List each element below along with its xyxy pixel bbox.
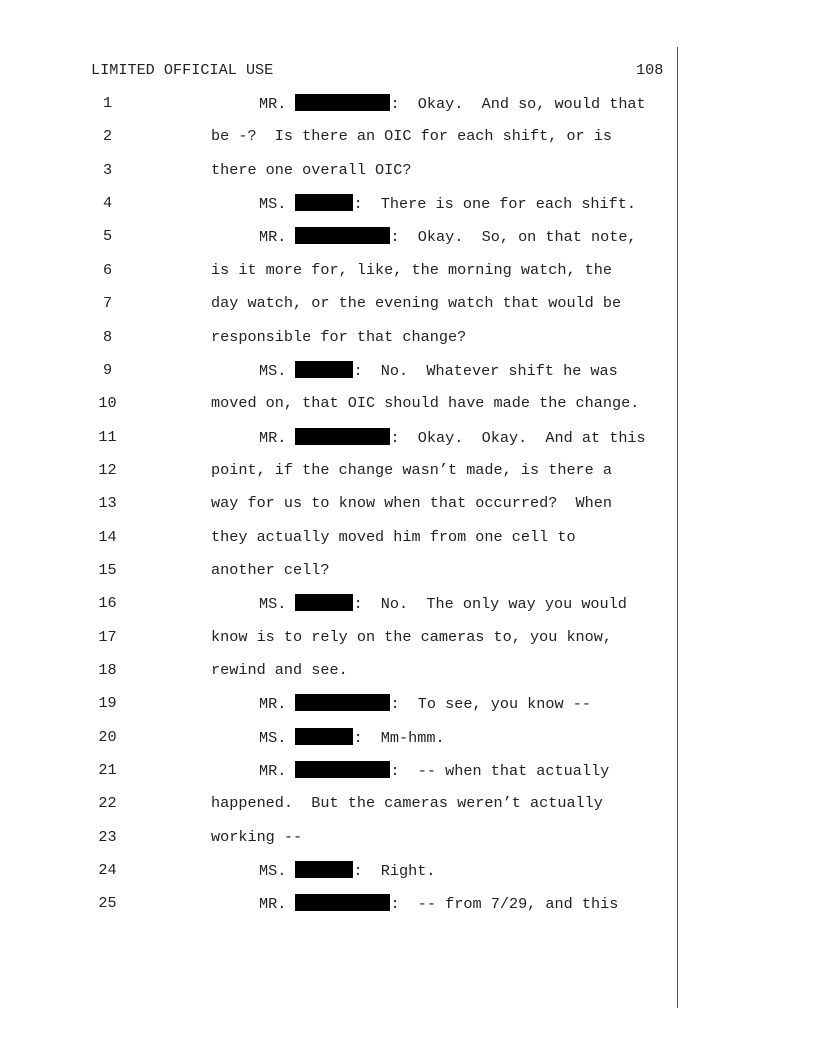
continuation-text: another cell? xyxy=(211,560,330,579)
redaction-block xyxy=(295,361,353,378)
redaction-block xyxy=(295,594,353,611)
speech-text: : No. The only way you would xyxy=(353,595,627,614)
redaction-block xyxy=(295,861,353,878)
line-number: 9 xyxy=(102,360,113,379)
redaction-block xyxy=(295,728,353,745)
line-number: 11 xyxy=(98,427,117,446)
speaker-title: MS. xyxy=(259,361,287,380)
transcript-line xyxy=(0,394,816,416)
continuation-text: moved on, that OIC should have made the change. xyxy=(211,394,640,413)
continuation-text: rewind and see. xyxy=(211,661,348,679)
speech-text: : -- when that actually xyxy=(390,762,610,780)
continuation-text: is it more for, like, the morning watch, the xyxy=(211,260,613,279)
transcript-line xyxy=(0,861,816,883)
redaction-block xyxy=(295,194,353,211)
redaction-block xyxy=(295,94,390,111)
speech-text: : To see, you know -- xyxy=(390,695,591,714)
line-number: 19 xyxy=(98,694,117,713)
line-number: 24 xyxy=(98,861,117,880)
line-number: 3 xyxy=(102,160,113,179)
speaker-title: MR. xyxy=(259,695,287,714)
continuation-text: there one overall OIC? xyxy=(211,160,412,179)
line-number: 4 xyxy=(102,194,113,213)
continuation-text: happened. But the cameras weren’t actually xyxy=(211,794,603,813)
speech-text: : Okay. Okay. And at this xyxy=(390,428,646,447)
line-number: 18 xyxy=(98,661,117,679)
speaker-title: MR. xyxy=(259,762,287,780)
speaker-line xyxy=(259,594,627,613)
redaction-block xyxy=(295,894,390,911)
line-number: 6 xyxy=(102,260,113,279)
speaker-title: MR. xyxy=(259,895,287,914)
speech-text: : Okay. So, on that note, xyxy=(390,228,637,247)
line-number: 1 xyxy=(102,94,113,112)
speaker-line xyxy=(259,861,436,880)
redaction-block xyxy=(295,694,390,711)
redaction-block xyxy=(295,428,390,445)
speaker-line xyxy=(259,894,618,913)
line-number: 23 xyxy=(98,827,117,846)
transcript-line xyxy=(0,661,816,683)
speaker-title: MR. xyxy=(259,228,287,247)
speaker-line xyxy=(259,194,636,213)
transcript-line xyxy=(0,361,816,383)
transcript-line xyxy=(0,761,816,783)
speaker-title: MS. xyxy=(259,595,287,614)
speaker-title: MR. xyxy=(259,95,287,113)
speech-text: : Okay. And so, would that xyxy=(390,95,646,113)
redaction-block xyxy=(295,227,390,244)
speech-text: : Mm-hmm. xyxy=(353,728,445,747)
continuation-text: be -? Is there an OIC for each shift, or is xyxy=(211,127,613,146)
line-number: 25 xyxy=(98,894,117,913)
transcript-line xyxy=(0,528,816,550)
continuation-text: day watch, or the evening watch that would be xyxy=(211,294,622,313)
transcript-line xyxy=(0,328,816,350)
continuation-text: know is to rely on the cameras to, you know, xyxy=(211,627,613,646)
continuation-text: point, if the change wasn’t made, is there a xyxy=(211,460,613,479)
speaker-line xyxy=(259,761,609,780)
speaker-title: MS. xyxy=(259,728,287,747)
continuation-text: working -- xyxy=(211,827,303,846)
line-number: 2 xyxy=(102,127,113,146)
transcript-line xyxy=(0,728,816,750)
continuation-text: responsible for that change? xyxy=(211,327,467,346)
transcript-line xyxy=(0,894,816,916)
page-number: 108 xyxy=(636,61,664,79)
classification-header: LIMITED OFFICIAL USE xyxy=(91,61,274,79)
line-number: 17 xyxy=(98,627,117,646)
transcript-line xyxy=(0,561,816,583)
redaction-block xyxy=(295,761,390,778)
speaker-line xyxy=(259,361,618,380)
line-number: 10 xyxy=(98,394,117,413)
speaker-line xyxy=(259,227,637,246)
speech-text: : No. Whatever shift he was xyxy=(353,361,618,380)
line-number: 13 xyxy=(98,494,117,513)
transcript-line xyxy=(0,428,816,450)
transcript-line xyxy=(0,294,816,316)
transcript-line xyxy=(0,594,816,616)
speaker-line xyxy=(259,694,591,713)
line-number: 22 xyxy=(98,794,117,813)
speaker-line xyxy=(259,728,445,747)
line-number: 21 xyxy=(98,761,117,779)
speech-text: : -- from 7/29, and this xyxy=(390,895,619,914)
transcript-line xyxy=(0,94,816,116)
speaker-title: MS. xyxy=(259,862,287,881)
line-number: 7 xyxy=(102,294,113,313)
transcript-line xyxy=(0,694,816,716)
speaker-title: MS. xyxy=(259,195,287,214)
line-number: 15 xyxy=(98,560,117,579)
transcript-line xyxy=(0,494,816,516)
line-number: 8 xyxy=(102,327,113,346)
speech-text: : There is one for each shift. xyxy=(353,195,637,214)
line-number: 20 xyxy=(98,727,117,746)
line-number: 5 xyxy=(102,227,113,246)
transcript-line xyxy=(0,628,816,650)
speech-text: : Right. xyxy=(353,862,436,881)
transcript-line xyxy=(0,194,816,216)
speaker-title: MR. xyxy=(259,428,287,447)
transcript-line xyxy=(0,127,816,149)
speaker-line xyxy=(259,94,646,113)
transcript-line xyxy=(0,461,816,483)
continuation-text: they actually moved him from one cell to xyxy=(211,527,576,546)
speaker-line xyxy=(259,428,646,447)
transcript-line xyxy=(0,794,816,816)
transcript-line xyxy=(0,828,816,850)
transcript-line xyxy=(0,161,816,183)
transcript-line xyxy=(0,227,816,249)
line-number: 14 xyxy=(98,527,117,546)
line-number: 16 xyxy=(98,594,117,613)
transcript-line xyxy=(0,261,816,283)
line-number: 12 xyxy=(98,460,117,479)
continuation-text: way for us to know when that occurred? When xyxy=(211,494,613,513)
